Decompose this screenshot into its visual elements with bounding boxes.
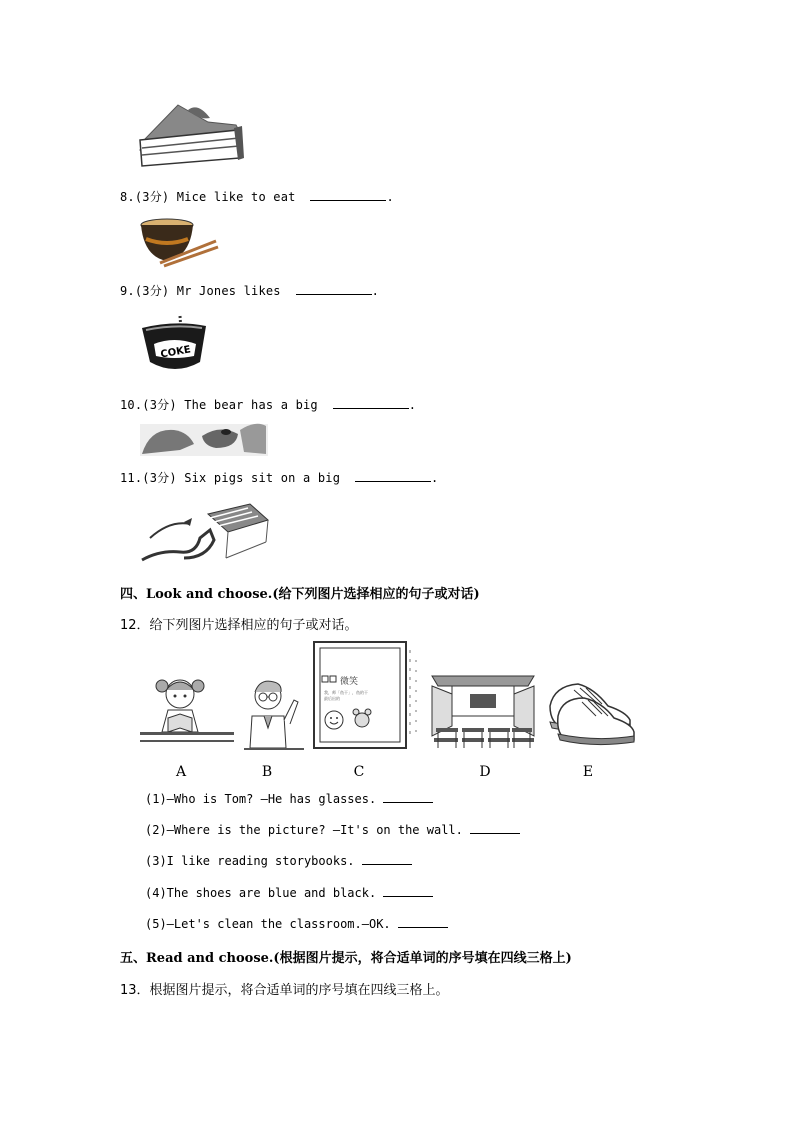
match-item-3: (3)I like reading storybooks. [145,854,412,868]
answer-blank[interactable] [362,854,412,865]
coke-glass-image [140,314,210,376]
bear-image [140,420,268,456]
question-10: 10.(3分) The bear has a big . [120,398,417,412]
svg-text:微笑: 微笑 [340,677,359,687]
svg-text:COKE: COKE [159,344,192,361]
match-item-1: (1)—Who is Tom? —He has glasses. [145,792,433,806]
question-number: 8. [120,190,135,204]
answer-blank[interactable] [383,792,433,803]
question-8: 8.(3分) Mice like to eat . [120,190,394,204]
section-4-title: 四、Look and choose.(给下列图片选择相应的句子或对话) [120,587,480,602]
question-score: (3分) [134,190,170,204]
answer-blank[interactable] [398,917,448,928]
answer-blank[interactable] [310,190,386,201]
picture-label-b: B [261,764,273,780]
answer-blank[interactable] [470,823,520,834]
question-12-prompt: 12．给下列图片选择相应的句子或对话。 [120,618,358,633]
shoes-image [544,676,638,746]
answer-blank[interactable] [383,886,433,897]
answer-blank[interactable] [355,471,431,482]
picture-label-c: C [353,764,365,780]
svg-text:最后出的: 最后出的 [324,696,340,701]
classroom-image [432,676,534,750]
girl-reading-image [140,670,234,746]
wall-picture-image [306,640,426,750]
cake-image [138,100,248,170]
box-image [140,500,270,566]
question-11: 11.(3分) Six pigs sit on a big . [120,471,439,485]
picture-label-d: D [479,764,491,780]
match-item-2: (2)—Where is the picture? —It's on the wall. [145,823,520,837]
match-item-4: (4)The shoes are blue and black. [145,886,433,900]
match-item-5: (5)—Let's clean the classroom.—OK. [145,917,448,931]
answer-blank[interactable] [333,398,409,409]
answer-blank[interactable] [296,284,372,295]
boy-with-glasses-image [244,676,304,750]
svg-text:我，师「鱼干」，鱼的干: 我，师「鱼干」，鱼的干 [324,690,368,695]
section-5-title: 五、Read and choose.(根据图片提示，将合适单词的序号填在四线三格上) [120,951,572,966]
picture-label-e: E [582,764,594,780]
question-13-prompt: 13．根据图片提示，将合适单词的序号填在四线三格上。 [120,983,449,998]
question-text: Mice like to eat [176,190,296,204]
question-9: 9.(3分) Mr Jones likes . [120,284,380,298]
rice-bowl-image [140,217,220,267]
picture-label-a: A [175,764,187,780]
